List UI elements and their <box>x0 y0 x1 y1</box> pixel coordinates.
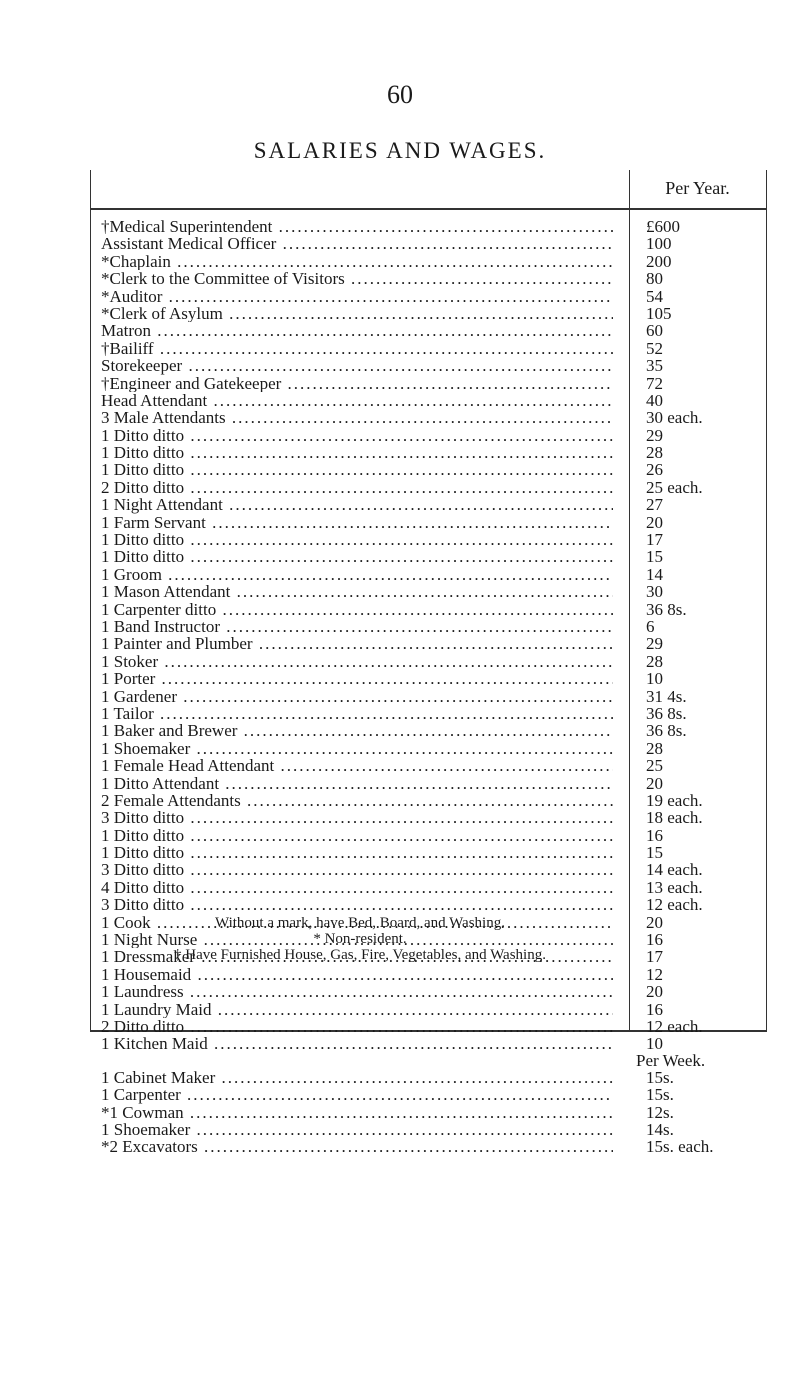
position-label: 1 Kitchen Maid ..... <box>101 1035 613 1052</box>
position-label: †Engineer and Gatekeeper ..... <box>101 375 613 392</box>
position-label: 1 Gardener ..... <box>101 688 613 705</box>
wage-value: 15s. <box>646 1067 674 1087</box>
table-row <box>91 322 766 339</box>
wage-value: £600 <box>646 217 680 236</box>
position-label: 1 Dressmaker ..... <box>101 948 613 965</box>
table-row <box>91 1018 766 1035</box>
table-row <box>91 496 766 513</box>
position-label: Assistant Medical Officer ..... <box>101 235 613 252</box>
page-number: 60 <box>387 80 413 109</box>
wage-value: 28 <box>646 738 663 758</box>
table-row <box>91 548 766 565</box>
position-label: 1 Painter and Plumber ..... <box>101 635 613 652</box>
table-row <box>91 653 766 670</box>
table-row <box>91 583 766 600</box>
footnote-non-resident: * Non-resident. <box>313 931 407 947</box>
wage-value: 6 <box>646 616 655 636</box>
position-label: 2 Female Attendants ..... <box>101 792 613 809</box>
wage-value: 20 <box>646 512 663 532</box>
position-label: 1 Ditto ditto ..... <box>101 461 613 478</box>
position-label: 1 Night Attendant ..... <box>101 496 613 513</box>
position-label: 1 Tailor ..... <box>101 705 613 722</box>
table-row <box>91 966 766 983</box>
footnote-no-mark: Without a mark, have Bed, Board, and Washing. <box>215 915 505 931</box>
wage-value: 12s. <box>646 1102 674 1122</box>
position-label: 1 Porter ..... <box>101 670 613 687</box>
table-row <box>91 1138 766 1155</box>
wage-value: 20 <box>646 982 663 1002</box>
table-row <box>91 879 766 896</box>
table-row <box>91 757 766 774</box>
table-row <box>91 375 766 392</box>
table-row <box>91 635 766 652</box>
position-label: Storekeeper ..... <box>101 357 613 374</box>
table-row <box>91 601 766 618</box>
position-label: 1 Night Nurse ..... <box>101 931 613 948</box>
table-row <box>91 288 766 305</box>
table-row <box>91 218 766 235</box>
position-label: 1 Laundress ..... <box>101 983 613 1000</box>
table-row <box>91 722 766 739</box>
wage-value: 16 <box>646 930 663 950</box>
table-row <box>91 566 766 583</box>
wage-value: 35 <box>646 356 663 376</box>
wage-value: 28 <box>646 443 663 463</box>
wage-value: 25 each. <box>646 477 703 497</box>
position-label: *1 Cowman ..... <box>101 1104 613 1121</box>
table-row <box>91 792 766 809</box>
wage-value: 15 <box>646 843 663 863</box>
table-row <box>91 844 766 861</box>
wage-value: 19 each. <box>646 790 703 810</box>
wage-value: 25 <box>646 756 663 776</box>
position-label: *Clerk to the Committee of Visitors ..... <box>101 270 613 287</box>
position-label: 2 Ditto ditto ..... <box>101 479 613 496</box>
position-label: 1 Laundry Maid ..... <box>101 1001 613 1018</box>
position-label: Head Attendant ..... <box>101 392 613 409</box>
table-row <box>91 775 766 792</box>
position-label: †Bailiff ..... <box>101 340 613 357</box>
wage-value: 15s. each. <box>646 1137 714 1157</box>
position-label: 3 Ditto ditto ..... <box>101 809 613 826</box>
wage-value: 14s. <box>646 1119 674 1139</box>
position-label: 1 Ditto Attendant ..... <box>101 775 613 792</box>
wage-value: 14 each. <box>646 860 703 880</box>
table-row <box>91 827 766 844</box>
wage-value: 60 <box>646 321 663 341</box>
wage-rows <box>91 218 766 1156</box>
wage-value: 15s. <box>646 1085 674 1105</box>
table-row <box>91 531 766 548</box>
wage-value: 17 <box>646 947 663 967</box>
position-label: 1 Carpenter ..... <box>101 1086 613 1103</box>
position-label: 4 Ditto ditto ..... <box>101 879 613 896</box>
wage-value: 26 <box>646 460 663 480</box>
per-week-header: Per Week. <box>636 1050 706 1070</box>
wage-value: 36 8s. <box>646 599 687 619</box>
table-row <box>91 740 766 757</box>
wage-value: 14 <box>646 564 663 584</box>
position-label: *Chaplain ..... <box>101 253 613 270</box>
wage-value: 13 each. <box>646 877 703 897</box>
wage-value: 17 <box>646 530 663 550</box>
table-row <box>91 479 766 496</box>
table-row <box>91 618 766 635</box>
table-row <box>91 305 766 322</box>
position-label: 1 Ditto ditto ..... <box>101 444 613 461</box>
wage-value: 200 <box>646 251 672 271</box>
wage-value: 30 each. <box>646 408 703 428</box>
position-label: Matron ..... <box>101 322 613 339</box>
position-label: 1 Female Head Attendant ..... <box>101 757 613 774</box>
position-label: 1 Mason Attendant ..... <box>101 583 613 600</box>
table-row <box>91 705 766 722</box>
wages-table <box>90 170 767 1157</box>
position-label: 3 Ditto ditto ..... <box>101 896 613 913</box>
position-label: 1 Cabinet Maker ..... <box>101 1069 613 1086</box>
wage-value: 16 <box>646 825 663 845</box>
table-row <box>91 670 766 687</box>
position-label: 1 Ditto ditto ..... <box>101 531 613 548</box>
wage-value: 28 <box>646 651 663 671</box>
position-label: 1 Cook ..... <box>101 914 613 931</box>
table-row <box>91 1086 766 1103</box>
wage-value: 27 <box>646 495 663 515</box>
position-label: 3 Ditto ditto ..... <box>101 861 613 878</box>
table-row <box>91 514 766 531</box>
table-row <box>91 1001 766 1018</box>
wage-value: 10 <box>646 1034 663 1054</box>
table-row <box>91 688 766 705</box>
position-label: 2 Ditto ditto ..... <box>101 1018 613 1035</box>
wage-value: 80 <box>646 269 663 289</box>
position-label: 1 Groom ..... <box>101 566 613 583</box>
position-label: 3 Male Attendants ..... <box>101 409 613 426</box>
wage-value: 36 8s. <box>646 703 687 723</box>
wage-value: 36 8s. <box>646 721 687 741</box>
table-row <box>91 1121 766 1138</box>
wage-value: 54 <box>646 286 663 306</box>
wage-value: 72 <box>646 373 663 393</box>
wage-value: 20 <box>646 773 663 793</box>
position-label: *2 Excavators ..... <box>101 1138 613 1155</box>
position-label: *Clerk of Asylum ..... <box>101 305 613 322</box>
table-row <box>91 1104 766 1121</box>
wage-value: 12 each. <box>646 1016 703 1036</box>
wage-value: 10 <box>646 669 663 689</box>
wage-value: 29 <box>646 634 663 654</box>
table-row <box>91 427 766 444</box>
table-row <box>91 461 766 478</box>
table-row <box>91 340 766 357</box>
table-row <box>91 809 766 826</box>
table-row <box>91 444 766 461</box>
wage-value: 52 <box>646 338 663 358</box>
header-rule <box>91 208 766 210</box>
position-label: 1 Baker and Brewer ..... <box>101 722 613 739</box>
wage-value: 31 4s. <box>646 686 687 706</box>
wage-value: 40 <box>646 390 663 410</box>
position-label: 1 Ditto ditto ..... <box>101 548 613 565</box>
table-row <box>91 409 766 426</box>
table-row <box>91 392 766 409</box>
wage-value: 12 each. <box>646 895 703 915</box>
position-label: 1 Housemaid ..... <box>101 966 613 983</box>
position-label: 1 Ditto ditto ..... <box>101 427 613 444</box>
table-row <box>91 253 766 270</box>
position-label: †Medical Superintendent ..... <box>101 218 613 235</box>
position-label: 1 Band Instructor ..... <box>101 618 613 635</box>
table-row <box>91 270 766 287</box>
footnote-furnished-house: † Have Furnished House, Gas, Fire, Vegetables, and Washing. <box>174 947 546 963</box>
wage-value: 30 <box>646 582 663 602</box>
per-year-header: Per Year. <box>665 178 730 198</box>
table-row <box>91 861 766 878</box>
wage-value: 12 <box>646 964 663 984</box>
wage-value: 100 <box>646 234 672 254</box>
position-label: *Auditor ..... <box>101 288 613 305</box>
table-row <box>91 235 766 252</box>
page-title: SALARIES AND WAGES. <box>253 138 547 163</box>
wage-value: 16 <box>646 999 663 1019</box>
table-row <box>91 357 766 374</box>
table-row <box>91 983 766 1000</box>
wage-value: 18 each. <box>646 808 703 828</box>
position-label: 1 Ditto ditto ..... <box>101 844 613 861</box>
position-label: 1 Stoker ..... <box>101 653 613 670</box>
wage-value: 20 <box>646 912 663 932</box>
position-label: 1 Ditto ditto ..... <box>101 827 613 844</box>
position-label: 1 Shoemaker ..... <box>101 740 613 757</box>
table-row <box>91 1050 766 1087</box>
wage-value: 29 <box>646 425 663 445</box>
table-row <box>91 896 766 913</box>
wage-value: 105 <box>646 303 672 323</box>
position-label: 1 Carpenter ditto ..... <box>101 601 613 618</box>
position-label: 1 Shoemaker ..... <box>101 1121 613 1138</box>
footnotes <box>91 915 629 963</box>
wage-value: 15 <box>646 547 663 567</box>
position-label: 1 Farm Servant ..... <box>101 514 613 531</box>
